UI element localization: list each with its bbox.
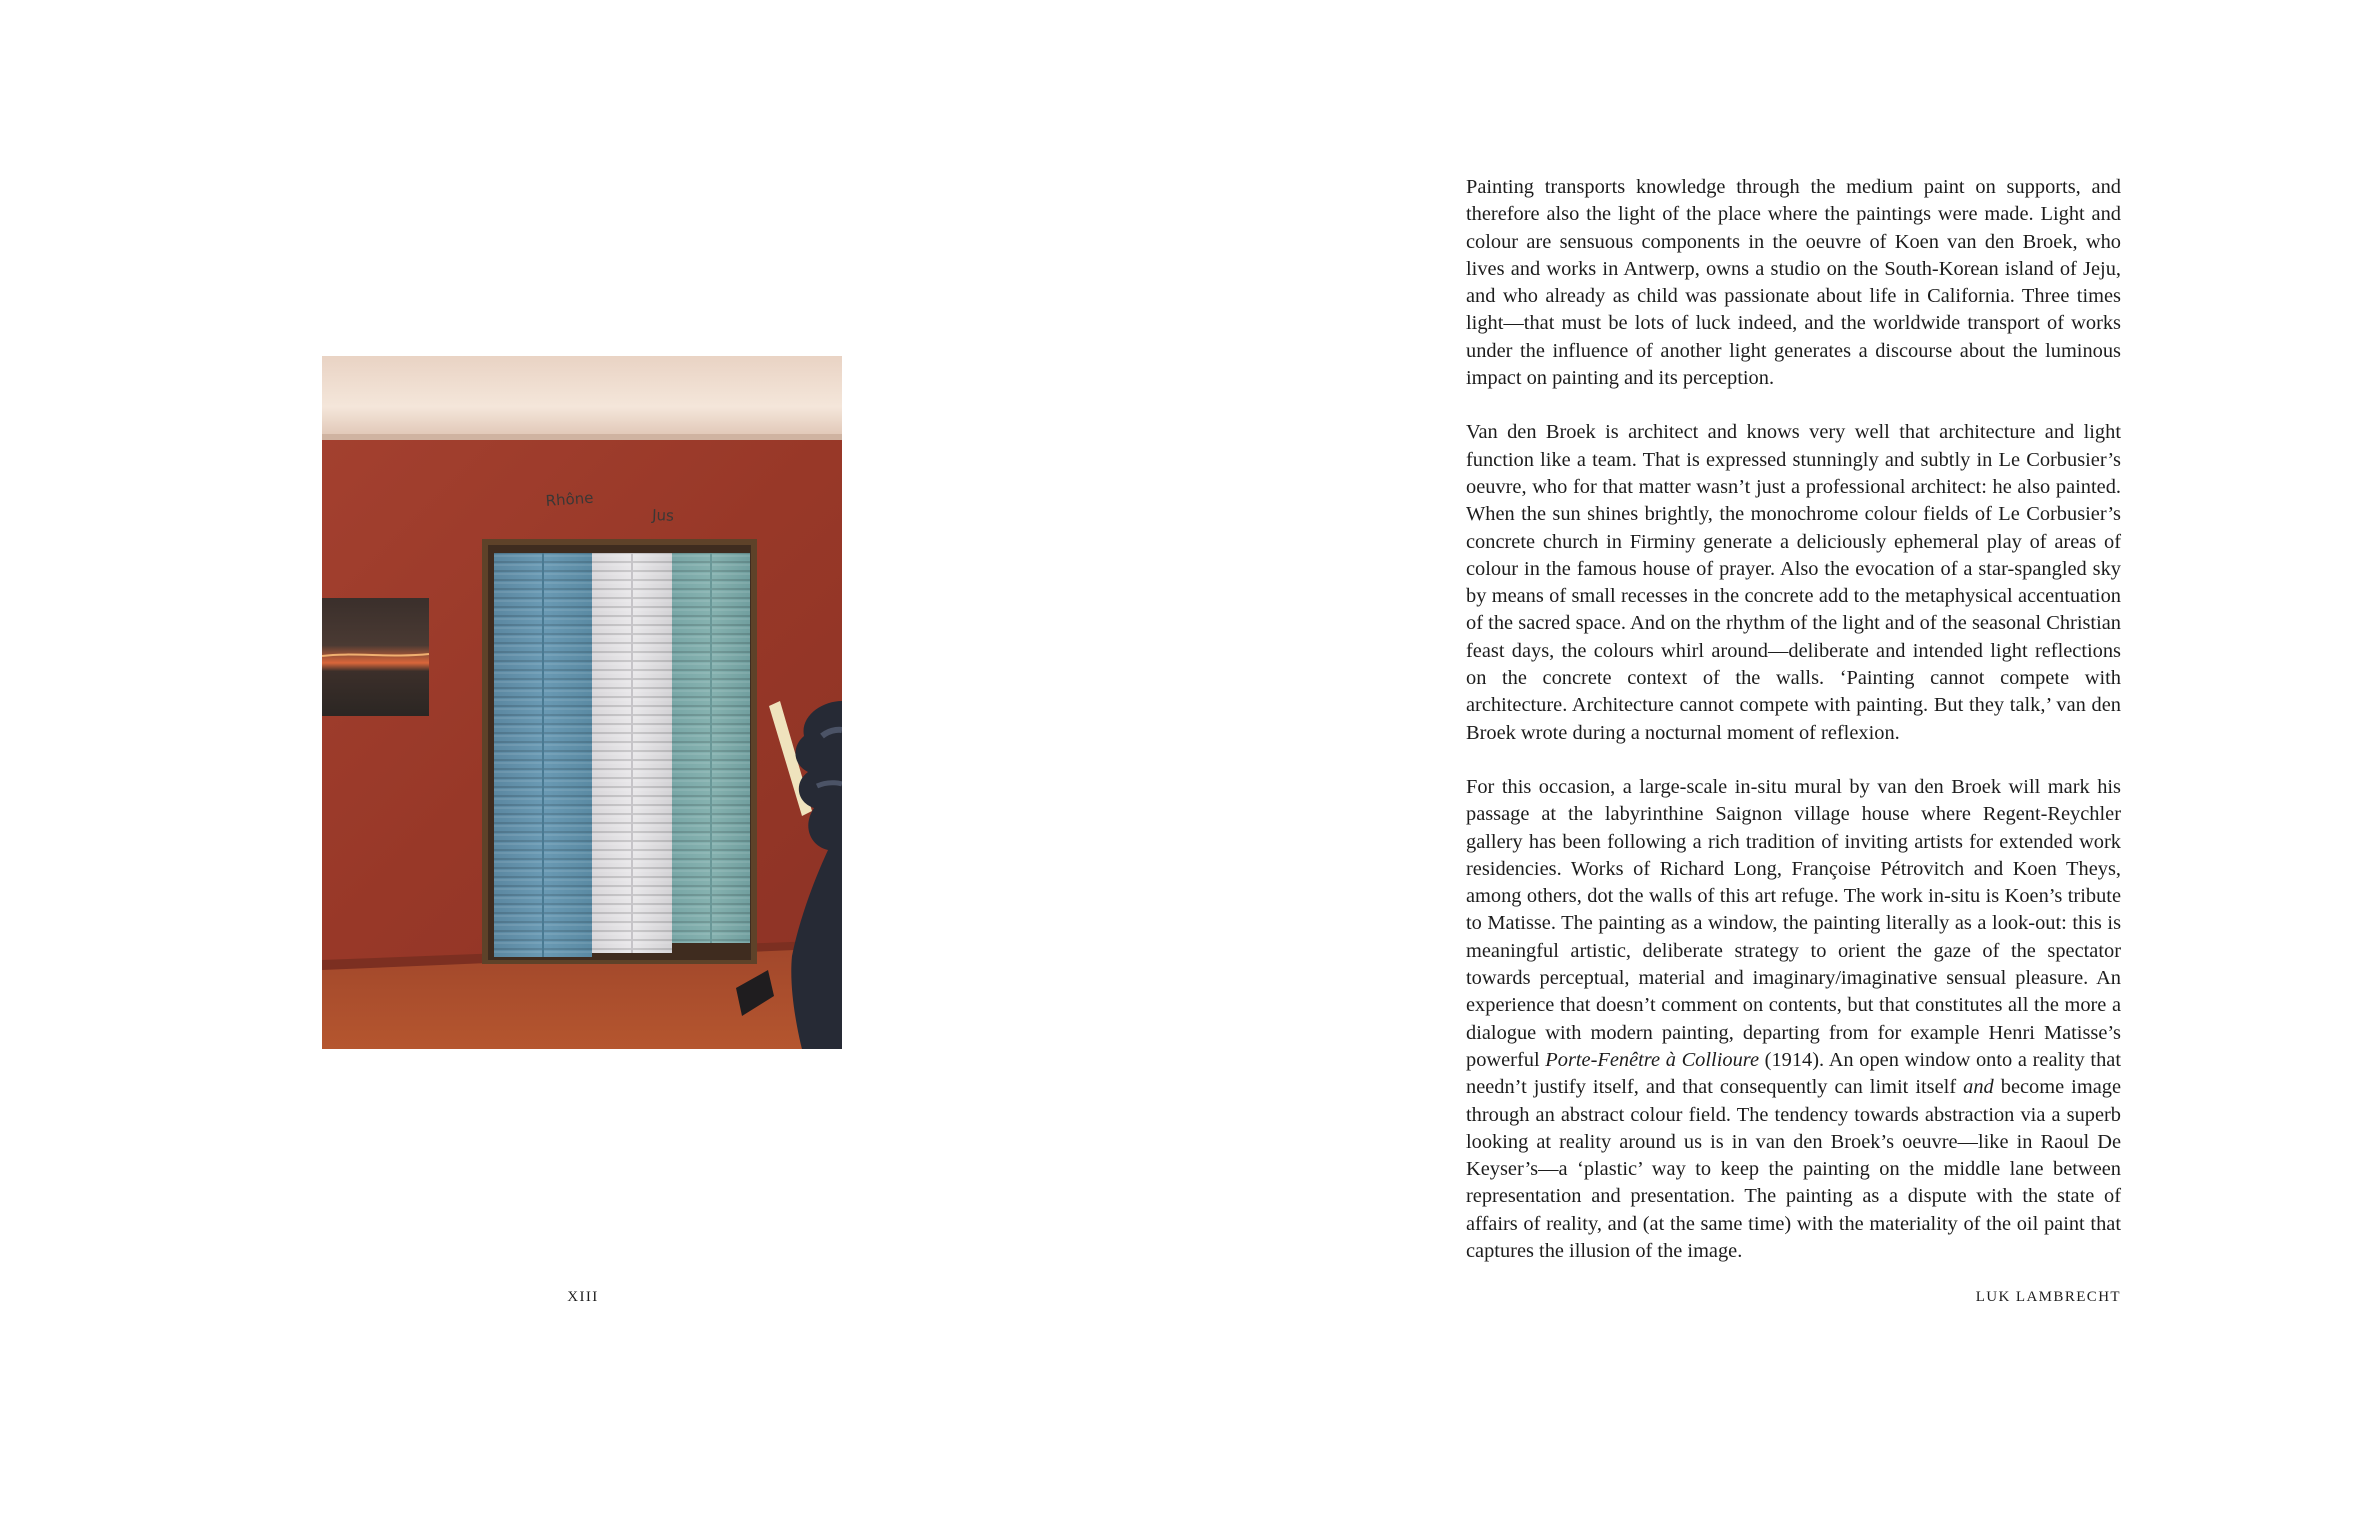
paragraph-1: Painting transports knowledge through the medium paint on supports, and therefore also the light of the place where the paintings were made. Light and colour are sensuous components in the oeuvre of Koen van den Broek, who lives and works in Antwerp, owns a studio on the South-Korean island of Jeju, and who already as child was passionate about life in California. Three times light—that must be lots of luck indeed, and the worldwide transport of works under the influence of another light generates a discourse about the luminous impact on painting and its perception. xyxy=(1466,176,2121,390)
emphasis-and: and xyxy=(1963,1076,1994,1099)
page-number: XIII xyxy=(567,1289,599,1305)
paragraph-3: For this occasion, a large-scale in-situ mural by van den Broek will mark his passage at the labyrinthine Saignon village house where Regent-Reychler gallery has been following a rich tradition of inviting artists for extended work residencies. Works of Richard Long, Françoise Pétrovitch and Koen Theys, among others, dot the walls of this art refuge. The work in-situ is Koen’s tribute to Matisse. The painting as a window, the painting literally as a look-out: this is meaningful artistic, deliberate strategy to orient the gaze of the spectator towards perceptual, material and imaginary/imaginative sensual pleasure. An experience that doesn’t comment on contents, but that constitutes all the more a dialogue with modern painting, departing from for example Henri Matisse’s powerful Porte-Fenêtre à Collioure (1914). An open window onto a reality that needn’t justify itself, and that consequently can limit itself and become image through an abstract colour field. The tendency towards abstraction via a superb looking at reality around us is in van den Broek’s oeuvre—like in Raoul De Keyser’s—a ‘plastic’ way to keep the painting on the middle lane between representation and presentation. The painting as a dispute with the state of affairs of reality, and (at the same time) with the materiality of the oil paint that captures the illusion of the image. xyxy=(1466,775,2122,1262)
essay-text xyxy=(1466,174,2121,1292)
paragraph-2: Van den Broek is architect and knows very well that architecture and light function like a team. That is expressed stunningly and subtly in Le Corbusier’s oeuvre, who for that matter wasn’t just a professional architect: he also painted. When the sun shines brightly, the monochrome colour fields of Le Corbusier’s concrete church in Firminy generate a deliciously ephemeral play of areas of colour in the famous house of prayer. Also the evocation of a star-spangled sky by means of small recesses in the concrete add to the metaphysical accentuation of the sacred space. And on the rhythm of the light and of the seasonal Christian feast days, the colours whirl around—deliberate and intended light reflections on the concrete context of the walls. ‘Painting cannot compete with architecture. Architecture cannot compete with painting. But they talk,’ van den Broek wrote during a nocturnal moment of reflexion. xyxy=(1466,421,2121,744)
artwork-title: Porte-Fenêtre à Collioure xyxy=(1545,1048,1759,1071)
small-painting xyxy=(322,598,429,716)
wall-lettering-right: Jus xyxy=(651,506,675,525)
installation-photo xyxy=(322,356,842,1049)
author-running-foot: LUK LAMBRECHT xyxy=(1975,1289,2121,1305)
ceiling-cornice xyxy=(322,356,842,441)
wall-lettering-left: Rhône xyxy=(545,488,595,510)
